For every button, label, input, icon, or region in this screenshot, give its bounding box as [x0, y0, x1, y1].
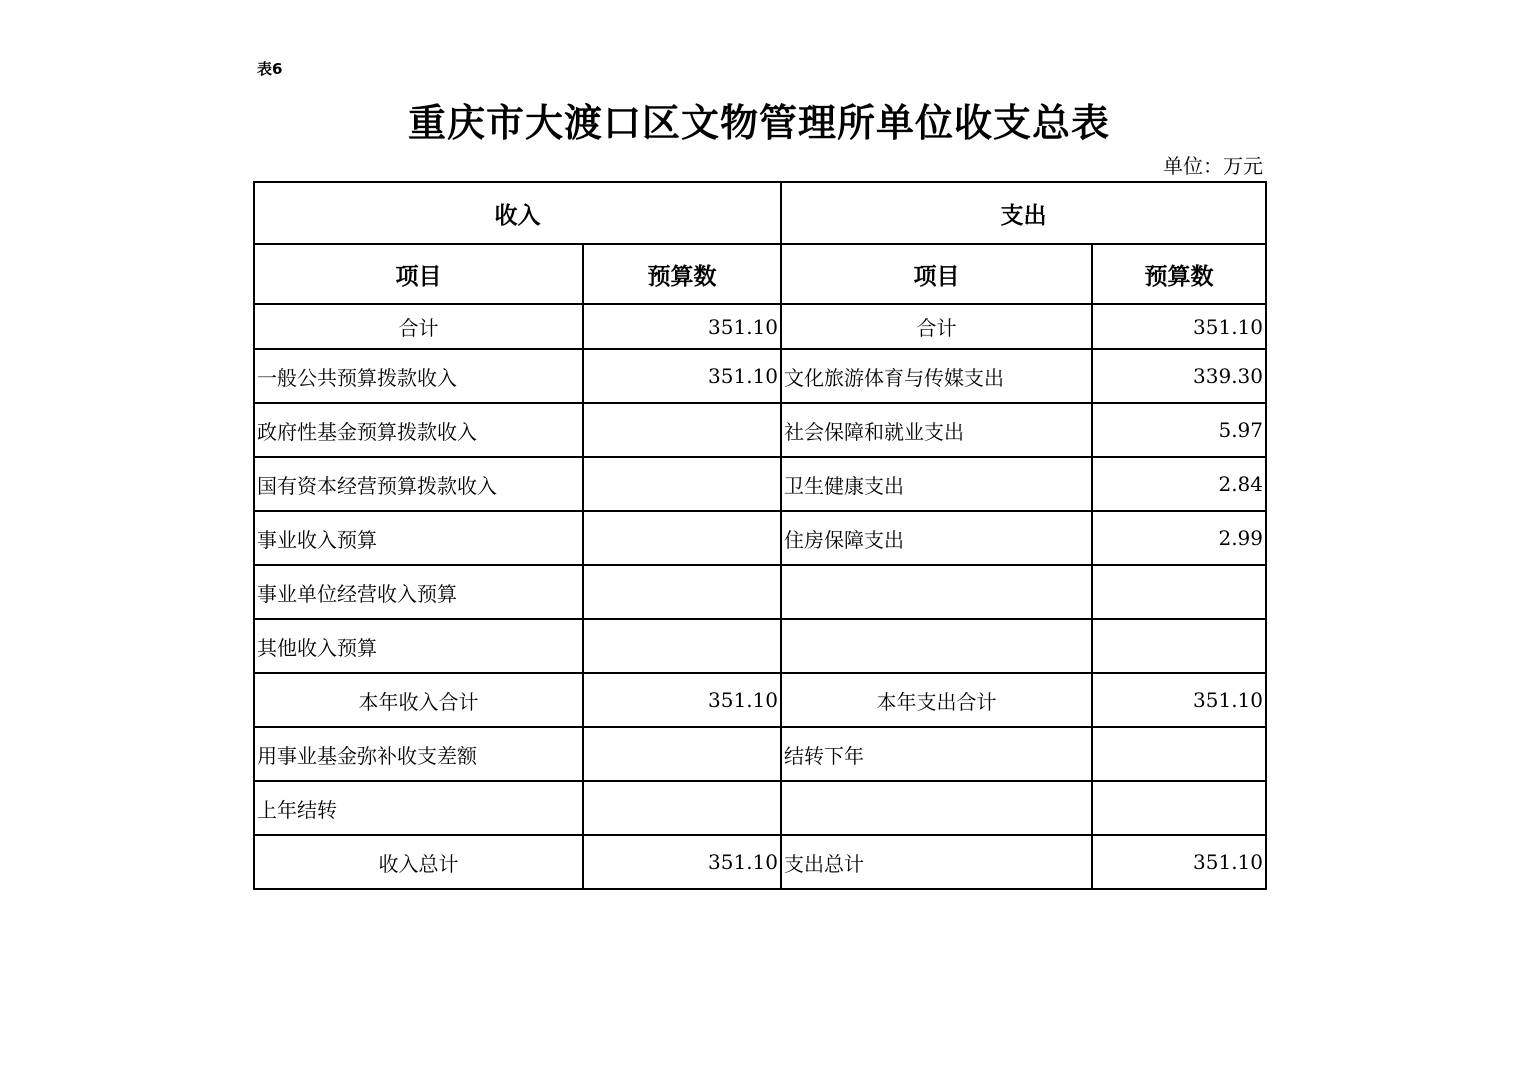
expense-item-cell: 合计 — [781, 304, 1092, 349]
income-amount-header: 预算数 — [583, 244, 781, 304]
income-section-header: 收入 — [254, 182, 781, 244]
expense-section-header: 支出 — [781, 182, 1266, 244]
section-header-row — [254, 182, 1266, 244]
table-row — [254, 349, 1266, 403]
table-row — [254, 304, 1266, 349]
table-row — [254, 565, 1266, 619]
table-row — [254, 673, 1266, 727]
expense-amount-cell: 2.84 — [1092, 457, 1266, 511]
expense-amount-cell: 5.97 — [1092, 403, 1266, 457]
income-amount-cell — [583, 619, 781, 673]
expense-amount-cell — [1092, 565, 1266, 619]
expense-amount-cell: 351.10 — [1092, 673, 1266, 727]
expense-item-header: 项目 — [781, 244, 1092, 304]
income-item-header: 项目 — [254, 244, 583, 304]
income-amount-cell — [583, 511, 781, 565]
income-amount-cell — [583, 457, 781, 511]
table-row — [254, 619, 1266, 673]
income-item-cell: 事业收入预算 — [254, 511, 583, 565]
expense-item-cell — [781, 781, 1092, 835]
expense-amount-cell — [1092, 781, 1266, 835]
expense-item-cell: 本年支出合计 — [781, 673, 1092, 727]
income-amount-cell — [583, 403, 781, 457]
income-item-cell: 收入总计 — [254, 835, 583, 889]
table-number-label: 表6 — [257, 60, 283, 78]
unit-label: 单位：万元 — [1163, 154, 1263, 178]
table-row — [254, 511, 1266, 565]
table-row — [254, 727, 1266, 781]
expense-amount-cell — [1092, 619, 1266, 673]
income-amount-cell: 351.10 — [583, 673, 781, 727]
income-item-cell: 政府性基金预算拨款收入 — [254, 403, 583, 457]
table-row — [254, 403, 1266, 457]
income-amount-cell — [583, 565, 781, 619]
income-amount-cell — [583, 727, 781, 781]
income-amount-cell: 351.10 — [583, 349, 781, 403]
income-item-cell: 上年结转 — [254, 781, 583, 835]
income-item-cell: 本年收入合计 — [254, 673, 583, 727]
expense-amount-cell: 351.10 — [1092, 304, 1266, 349]
expense-item-cell: 支出总计 — [781, 835, 1092, 889]
income-item-cell: 其他收入预算 — [254, 619, 583, 673]
expense-amount-cell: 339.30 — [1092, 349, 1266, 403]
income-item-cell: 用事业基金弥补收支差额 — [254, 727, 583, 781]
income-item-cell: 国有资本经营预算拨款收入 — [254, 457, 583, 511]
income-amount-cell — [583, 781, 781, 835]
expense-item-cell: 社会保障和就业支出 — [781, 403, 1092, 457]
budget-summary-table — [253, 181, 1267, 890]
column-header-row — [254, 244, 1266, 304]
income-amount-cell: 351.10 — [583, 835, 781, 889]
expense-item-cell: 结转下年 — [781, 727, 1092, 781]
table-row — [254, 457, 1266, 511]
expense-amount-cell: 2.99 — [1092, 511, 1266, 565]
expense-item-cell: 文化旅游体育与传媒支出 — [781, 349, 1092, 403]
income-item-cell: 合计 — [254, 304, 583, 349]
income-item-cell: 一般公共预算拨款收入 — [254, 349, 583, 403]
expense-item-cell: 住房保障支出 — [781, 511, 1092, 565]
expense-item-cell — [781, 565, 1092, 619]
income-amount-cell: 351.10 — [583, 304, 781, 349]
expense-amount-cell — [1092, 727, 1266, 781]
page-title: 重庆市大渡口区文物管理所单位收支总表 — [407, 101, 1110, 145]
expense-item-cell — [781, 619, 1092, 673]
expense-amount-header: 预算数 — [1092, 244, 1266, 304]
expense-item-cell: 卫生健康支出 — [781, 457, 1092, 511]
table-row — [254, 781, 1266, 835]
expense-amount-cell: 351.10 — [1092, 835, 1266, 889]
income-item-cell: 事业单位经营收入预算 — [254, 565, 583, 619]
table-row — [254, 835, 1266, 889]
